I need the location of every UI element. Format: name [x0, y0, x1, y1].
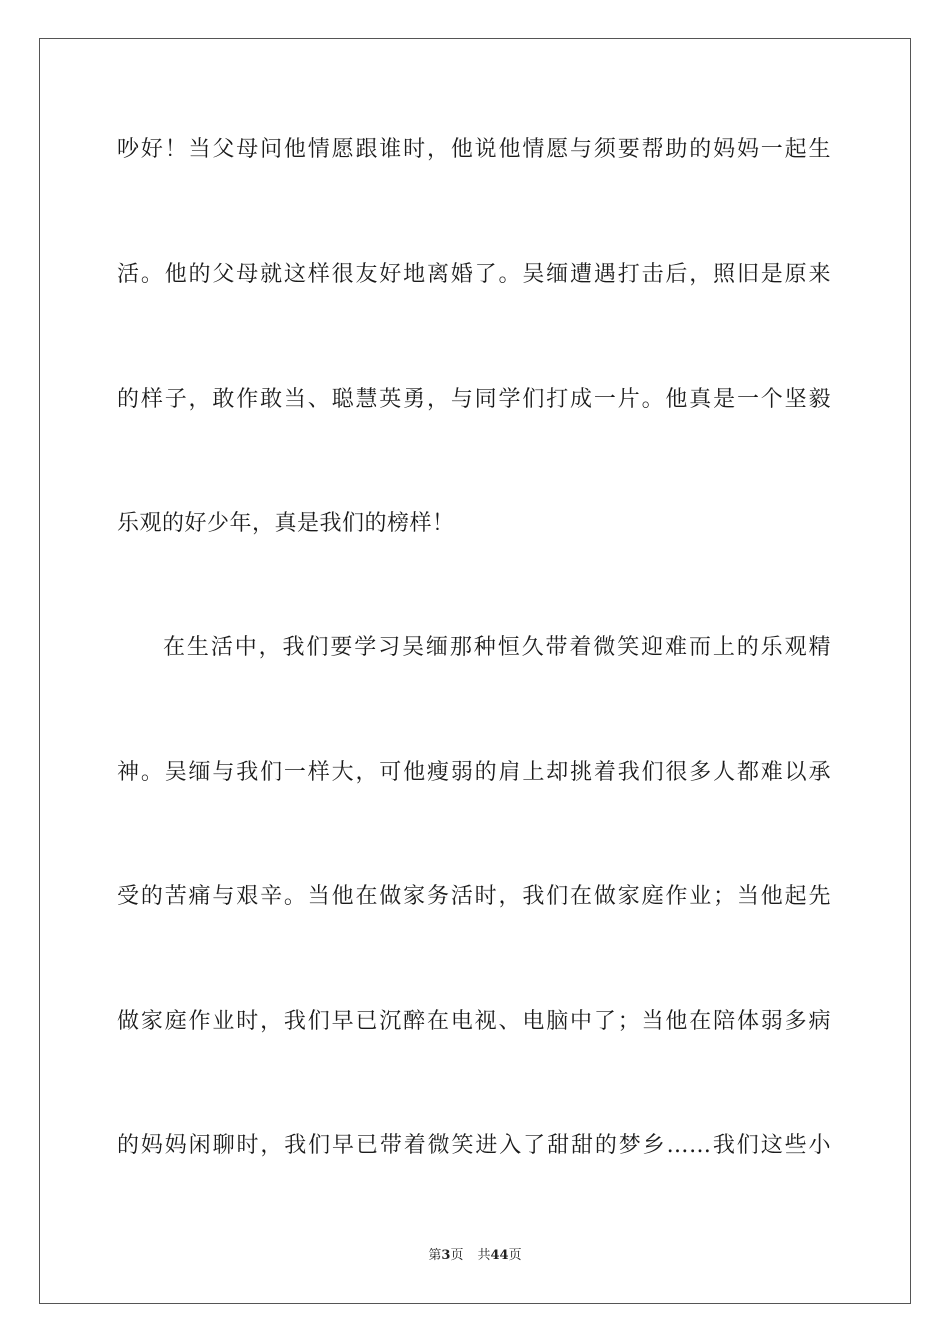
text-line-9: 的妈妈闲聊时，我们早已带着微笑进入了甜甜的梦乡……我们这些小 — [117, 1133, 831, 1158]
text-line-1: 吵好！当父母问他情愿跟谁时，他说他情愿与须要帮助的妈妈一起生 — [117, 137, 831, 162]
text-line-3: 的样子，敢作敢当、聪慧英勇，与同学们打成一片。他真是一个坚毅 — [117, 387, 831, 412]
text-line-6: 神。吴缅与我们一样大，可他瘦弱的肩上却挑着我们很多人都难以承 — [117, 760, 831, 785]
text-line-5: 在生活中，我们要学习吴缅那种恒久带着微笑迎难而上的乐观精 — [163, 635, 831, 660]
page-prefix: 第 — [428, 1248, 442, 1263]
page-footer — [0, 1247, 950, 1265]
page-frame — [39, 38, 911, 1304]
text-line-8: 做家庭作业时，我们早已沉醉在电视、电脑中了；当他在陪体弱多病 — [117, 1009, 831, 1034]
text-line-4: 乐观的好少年，真是我们的榜样！ — [117, 511, 455, 536]
page-number: 3 — [441, 1248, 451, 1263]
total-pages: 44 — [490, 1248, 509, 1263]
total-suffix: 页 — [508, 1248, 522, 1263]
page-suffix: 页 — [450, 1248, 464, 1263]
text-line-7: 受的苦痛与艰辛。当他在做家务活时，我们在做家庭作业；当他起先 — [117, 884, 831, 909]
total-prefix: 共 — [477, 1248, 491, 1263]
text-line-2: 活。他的父母就这样很友好地离婚了。吴缅遭遇打击后，照旧是原来 — [117, 262, 831, 287]
